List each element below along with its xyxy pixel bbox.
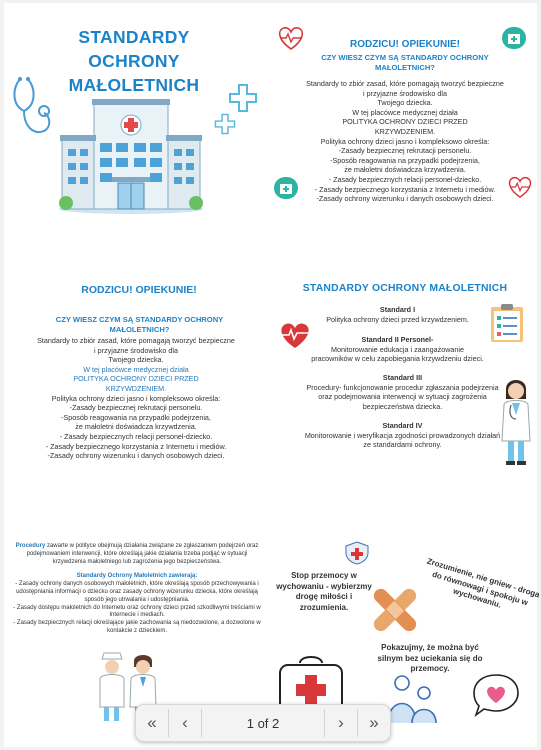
parent-and-child-illustration (382, 673, 442, 725)
doctor-illustration (498, 375, 534, 467)
bandage-cross-illustration (366, 581, 424, 639)
last-page-button[interactable] (358, 705, 390, 741)
procedures-lead: Procedury (15, 543, 46, 549)
text-line-highlight: KRZYWDZENIEM. (105, 383, 167, 393)
hospital-icon (274, 177, 298, 199)
message-strength: Pokazujmy, że można być silnym bez uciekania się do przemocy. (377, 643, 483, 673)
text-line: - Zasady dostępu małoletnich do Internetu oraz ochrony dzieci przed szkodliwymi treściami w Internecie i mediach. (13, 604, 261, 619)
message-stop-violence: Stop przemocy w wychowaniu - wybierzmy drogę miłości i zrozumienia. (276, 571, 372, 612)
text-line: pracowników w celu zapobiegania krzywdzeniu dzieci. (311, 354, 484, 364)
text-line: i przyjazne środowisko dla (363, 88, 447, 98)
text-line: - Zasady bezpiecznych relacji personel-dziecko. (328, 174, 482, 184)
text-line: -Sposób reagowania na przypadki podejrzenia, (61, 412, 211, 422)
panel3-body (16, 336, 256, 461)
text-line: że małoletni doświadcza krzywdzenia. (344, 165, 466, 175)
panel-title (4, 3, 270, 253)
panel3-title: RODZICU! OPIEKUNIE! (81, 284, 197, 296)
procedures-paragraph (12, 543, 262, 566)
page-indicator: 1 of 2 (246, 715, 280, 731)
previous-page-button[interactable] (169, 705, 201, 741)
text-line: - Zasady bezpiecznego korzystania z Internetu i mediów. (314, 184, 496, 194)
text-line: - Zasady bezpiecznego korzystania z Internetu i mediów. (45, 441, 227, 451)
text-line: KRZYWDZENIEM. (374, 126, 436, 136)
pagination-toolbar (135, 704, 391, 742)
text-line: Polityka ochrony dzieci jasno i kompleksowo określa: (320, 136, 490, 146)
stethoscope-icon (10, 75, 58, 145)
standard-4 (290, 421, 515, 450)
heart-speech-bubble-icon (470, 671, 522, 719)
text-line: -Sposób reagowania na przypadki podejrzenia, (330, 155, 480, 165)
text-line: Polityka ochrony dzieci przed krzywdzeniem. (326, 314, 469, 324)
text-line: -Zasady bezpiecznej rekrutacji personelu. (69, 403, 203, 413)
text-line: Polityka ochrony dzieci jasno i kompleksowo określa: (51, 393, 221, 403)
text-line: i przyjazne środowisko dla (94, 345, 178, 355)
first-page-button[interactable] (136, 705, 168, 741)
text-line: Monitorowanie edukacja i zaangażowanie (330, 344, 465, 354)
text-line: bezpieczeństwa dziecka. (362, 401, 443, 411)
text-line: Procedury- funkcjonowanie procedur zgłaszania podejrzenia (306, 382, 499, 392)
panel-standards (270, 253, 537, 493)
text-line: że małoletni doświadcza krzywdzenia. (75, 422, 197, 432)
text-line: Twojego dziecka. (377, 98, 433, 108)
panel5-heading: Standardy Ochrony Małoletnich zawierają: (76, 573, 198, 580)
panel-info-left (4, 253, 270, 493)
text-line: POLITYKA OCHRONY DZIECI PRZED (342, 117, 468, 127)
text-line: oraz podejmowania interwencji w sytuacji zagrożenia (318, 392, 487, 402)
heart-pulse-icon (278, 321, 312, 349)
text-line: Standardy to zbiór zasad, które pomagają tworzyć bezpieczne (37, 336, 235, 345)
medical-shield-icon (344, 541, 370, 565)
main-title: STANDARDY OCHRONY MAŁOLETNICH (68, 27, 200, 95)
panel3-subtitle: CZY WIESZ CZYM SĄ STANDARDY OCHRONY MAŁOLETNICH? (55, 315, 224, 334)
procedures-text: zawarte w polityce obejmują działania związane ze zgłaszaniem podejrzeń oraz podejmowaniem interwencji, które określają jakie działania trzeba podjąć w sytuacji krzywdzenia małoletniego lub zagrożenia jego bezpieczeństwa. (26, 543, 259, 565)
text-line: -Zasady ochrony wizerunku i danych osobowych dzieci. (47, 451, 225, 461)
standard-heading: Standard IV (382, 421, 423, 430)
panel5-body (12, 543, 262, 636)
standard-heading: Standard III (382, 373, 423, 382)
text-line: - Zasady ochrony danych osobowych małoletnich, które określają sposób przechowywania i udostępniania informacji o dziecku oraz zasady ochrony wizerunku dziecka, które określają sposób jego utrwalania i udostępniania. (15, 581, 259, 603)
medical-cross-icon (214, 113, 236, 135)
standard-1 (290, 305, 505, 324)
next-page-button[interactable] (325, 705, 357, 741)
panel4-title: STANDARDY OCHRONY MAŁOLETNICH (302, 283, 508, 294)
panel2-subtitle: CZY WIESZ CZYM SĄ STANDARDY OCHRONY MAŁOLETNICH? (321, 53, 489, 72)
panel2-title: RODZICU! OPIEKUNIE! (350, 39, 460, 50)
double-chevron-right-icon: » (369, 713, 379, 732)
clipboard-checklist-icon (490, 303, 524, 343)
standard-3 (290, 373, 515, 411)
text-line-highlight: W tej placówce medycznej działa (83, 364, 189, 374)
standard-heading: Standard I (379, 305, 416, 314)
heart-pulse-icon (506, 175, 534, 199)
standard-heading: Standard II Personel- (361, 335, 434, 344)
standard-2 (290, 335, 505, 364)
hospital-building-illustration (56, 95, 206, 215)
panel2-body (290, 79, 520, 204)
panel-info-right (270, 3, 537, 253)
message-understanding: Zrozumienie, nie gniew - droga do równowagi i spokoju w wychowaniu. (425, 556, 541, 610)
text-line: W tej placówce medycznej działa (352, 107, 458, 117)
document-page (4, 3, 541, 747)
text-line: Twojego dziecka. (108, 355, 164, 365)
chevron-right-icon: › (338, 713, 344, 732)
text-line: Standardy to zbiór zasad, które pomagają tworzyć bezpieczne (306, 79, 504, 88)
text-line: -Zasady ochrony wizerunku i danych osobowych dzieci. (316, 194, 494, 204)
text-line: - Zasady bezpiecznych relacji personel-dziecko. (59, 431, 213, 441)
text-line: -Zasady bezpiecznej rekrutacji personelu. (338, 146, 472, 156)
text-line: - Zasady bezpiecznych relacji określające jakie zachowania są niedozwolone, a dozwolone w kontakcie z dzieckiem. (13, 620, 261, 634)
text-line: ze standardami ochrony. (363, 440, 442, 450)
double-chevron-left-icon: « (147, 713, 157, 732)
medical-cross-icon (228, 83, 258, 113)
text-line: Monitorowanie i weryfikacja zgodności prowadzonych działań (304, 430, 501, 440)
text-line-highlight: POLITYKA OCHRONY DZIECI PRZED (73, 374, 199, 384)
chevron-left-icon: ‹ (182, 713, 188, 732)
